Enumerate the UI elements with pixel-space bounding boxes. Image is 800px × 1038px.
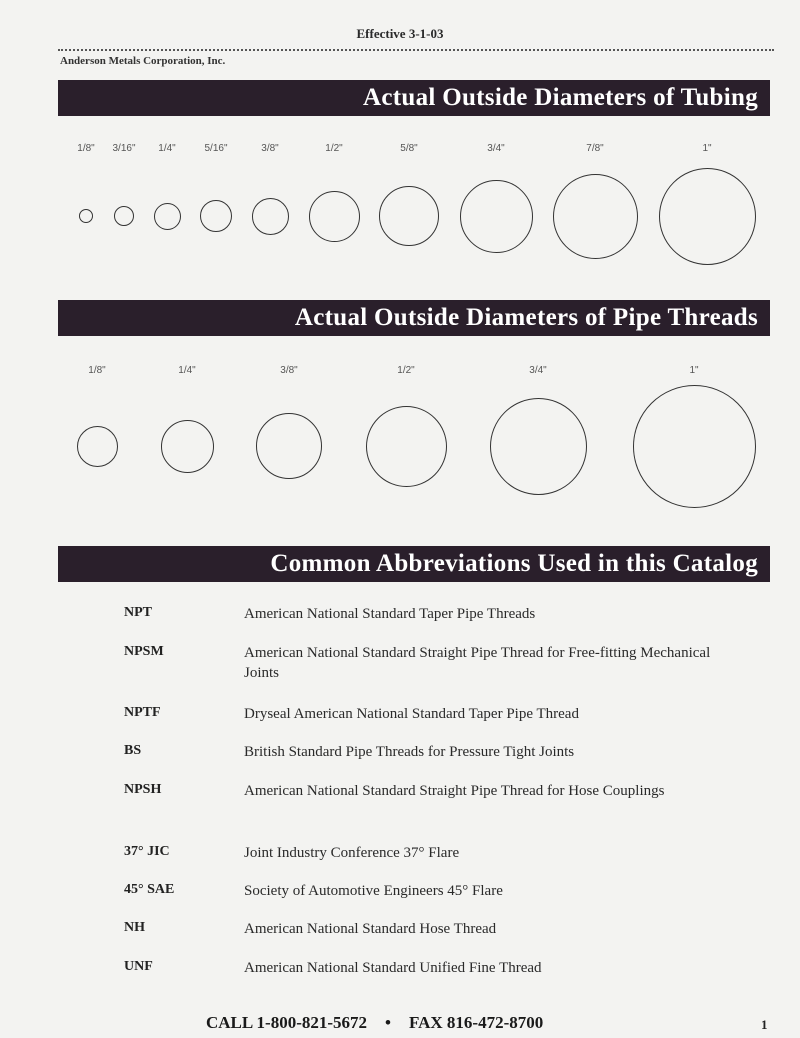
abbreviation-definition: Society of Automotive Engineers 45° Flare — [244, 883, 503, 899]
pipe-diameter-circle — [256, 413, 322, 479]
tubing-diameter-circle — [200, 200, 232, 232]
abbreviations-section-title: Common Abbreviations Used in this Catalog — [58, 546, 770, 582]
pipe-diameter-circle — [633, 385, 756, 508]
pipe-diameter-circle — [161, 420, 214, 473]
abbreviation-definition: Joint Industry Conference 37° Flare — [244, 845, 460, 861]
phone-number: CALL 1-800-821-5672 — [206, 1013, 368, 1032]
tubing-size-label: 1" — [702, 143, 712, 154]
company-name: Anderson Metals Corporation, Inc. — [60, 55, 226, 67]
tubing-size-label: 5/16" — [204, 143, 228, 154]
abbreviation-code: NPTF — [124, 705, 161, 720]
dotted-divider — [58, 49, 774, 51]
tubing-size-label: 3/8" — [261, 143, 279, 154]
pipe-size-label: 1" — [689, 365, 699, 376]
tubing-diameter-circle — [460, 180, 533, 253]
tubing-diameter-circle — [553, 174, 638, 259]
abbreviation-code: NPT — [124, 605, 152, 620]
tubing-size-label: 3/16" — [112, 143, 136, 154]
abbreviation-definition: Dryseal American National Standard Taper Pipe Thread — [244, 706, 579, 722]
tubing-size-label: 1/8" — [77, 143, 95, 154]
tubing-diameter-circle — [114, 206, 134, 226]
abbreviation-code: NPSH — [124, 782, 162, 797]
pipe-size-label: 1/4" — [178, 365, 196, 376]
tubing-size-label: 1/4" — [158, 143, 176, 154]
abbreviation-definition: American National Standard Straight Pipe Thread for Free-fitting Mechanical Joints — [244, 645, 711, 681]
abbreviation-code: BS — [124, 743, 142, 758]
tubing-diameter-circle — [79, 209, 93, 223]
abbreviation-definition: American National Standard Taper Pipe Threads — [244, 606, 536, 622]
fax-number: FAX 816-472-8700 — [408, 1013, 544, 1032]
abbreviation-code: 45° SAE — [124, 882, 175, 897]
abbreviation-code: 37° JIC — [124, 844, 170, 859]
pipe-size-label: 3/8" — [280, 365, 298, 376]
tubing-size-label: 1/2" — [325, 143, 343, 154]
tubing-diameter-circle — [309, 191, 360, 242]
abbreviation-definition: American National Standard Hose Thread — [244, 921, 497, 937]
contact-footer — [206, 1013, 543, 1033]
abbreviation-definition: American National Standard Straight Pipe Thread for Hose Couplings — [244, 783, 665, 799]
abbreviation-code: UNF — [124, 959, 153, 974]
tubing-size-label: 5/8" — [400, 143, 418, 154]
page-number: 1 — [761, 1017, 768, 1032]
tubing-diameter-circle — [154, 203, 181, 230]
tubing-size-label: 7/8" — [586, 143, 604, 154]
tubing-diameter-circle — [659, 168, 756, 265]
footer-bullet: • — [385, 1013, 391, 1032]
tubing-size-label: 3/4" — [487, 143, 505, 154]
pipe-size-label: 3/4" — [529, 365, 547, 376]
tubing-diameter-circle — [379, 186, 439, 246]
pipe-diameter-circle — [77, 426, 118, 467]
abbreviation-definition: British Standard Pipe Threads for Pressure Tight Joints — [244, 744, 575, 760]
abbreviation-definition: American National Standard Unified Fine Thread — [244, 960, 542, 976]
pipe-section-title: Actual Outside Diameters of Pipe Threads — [58, 300, 770, 336]
pipe-diameter-circle — [490, 398, 587, 495]
pipe-diameter-circle — [366, 406, 447, 487]
tubing-diameter-circle — [252, 198, 289, 235]
effective-date: Effective 3-1-03 — [356, 26, 444, 41]
abbreviation-code: NH — [124, 920, 145, 935]
abbreviation-code: NPSM — [124, 644, 164, 659]
tubing-section-title: Actual Outside Diameters of Tubing — [58, 80, 770, 116]
pipe-size-label: 1/2" — [397, 365, 415, 376]
pipe-size-label: 1/8" — [88, 365, 106, 376]
